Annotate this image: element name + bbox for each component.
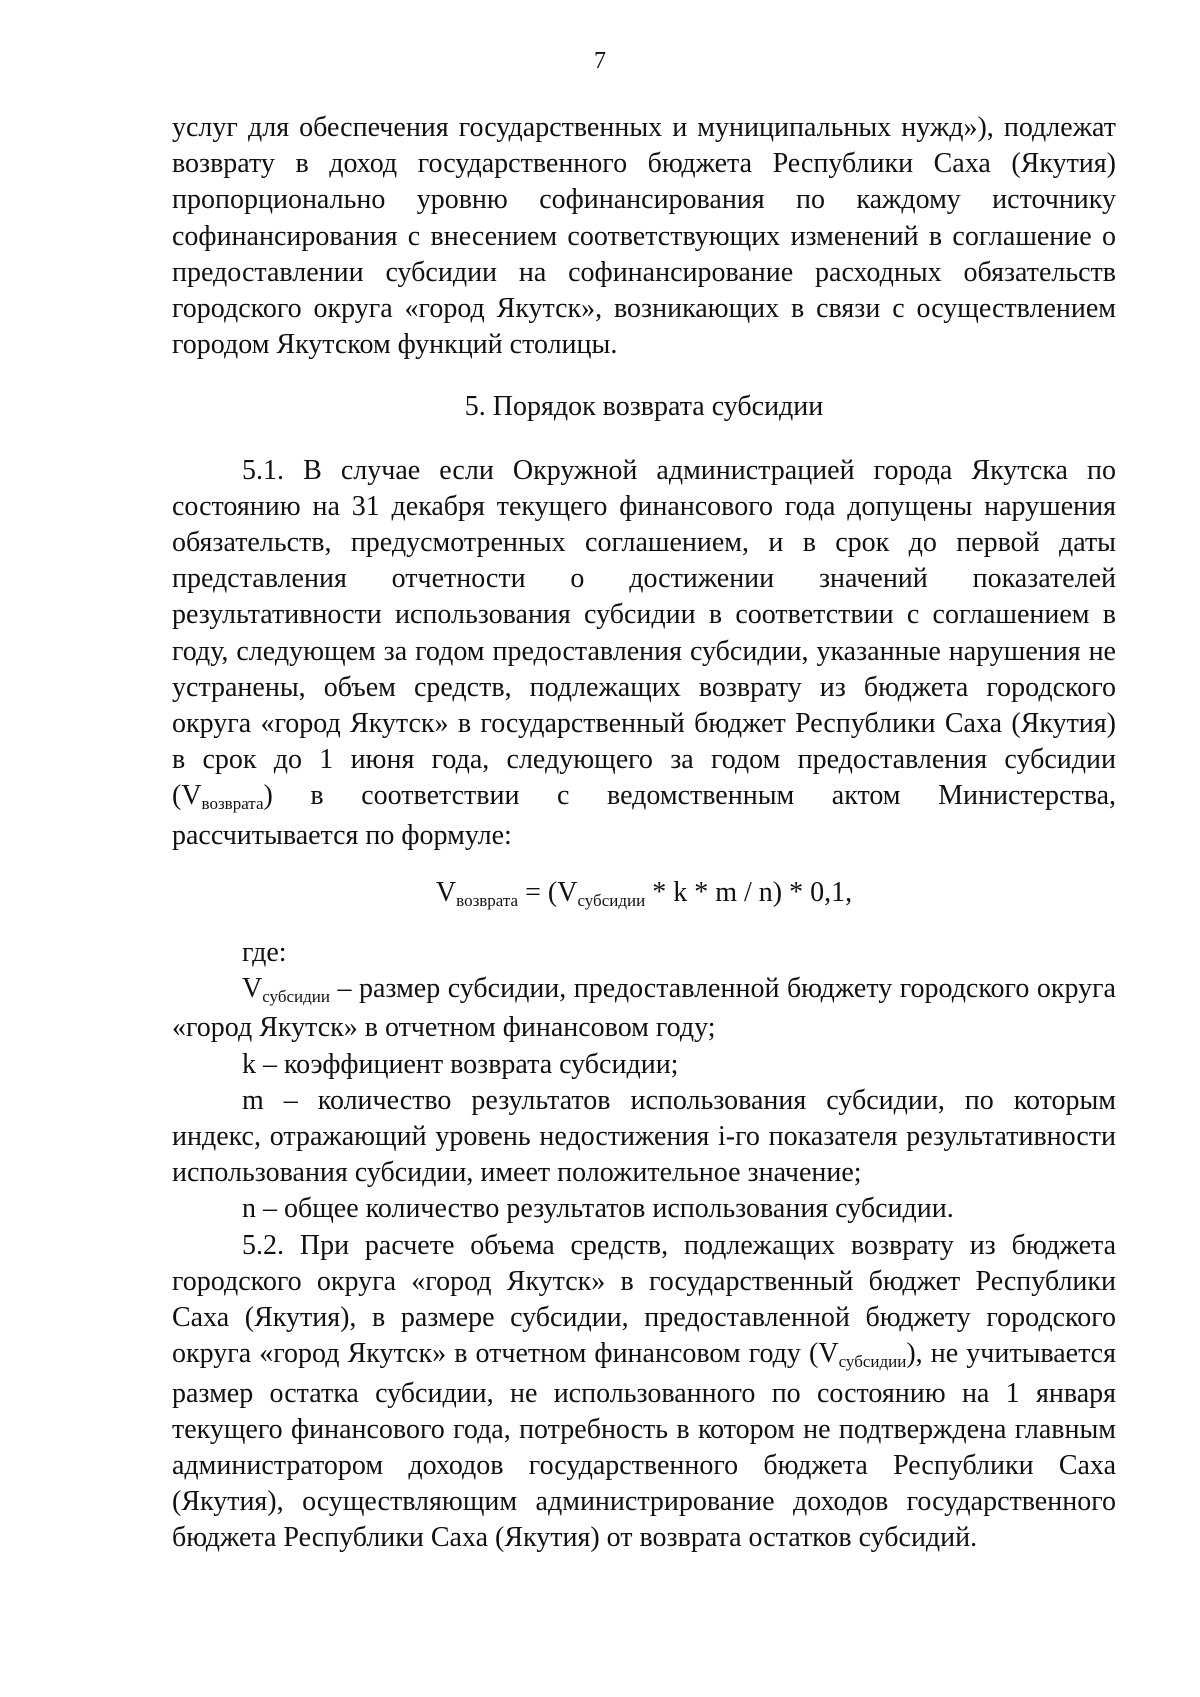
- formula: [172, 875, 1116, 914]
- def-v: V: [242, 973, 263, 1005]
- formula-tail: * k * m / n) * 0,1,: [645, 876, 853, 908]
- formula-sub-subsidii: субсидии: [577, 890, 646, 910]
- paragraph-5-1-text-b: ) в соответствии с ведомственным актом Министерства, рассчитывается по формуле:: [172, 780, 1116, 851]
- definition-n: n – общее количество результатов использования субсидии.: [242, 1193, 954, 1225]
- formula-v1: V: [435, 876, 457, 908]
- page-number: 7: [594, 48, 606, 74]
- paragraph-intro: услуг для обеспечения государственных и муниципальных нужд»), подлежат возврату в доход государственного бюджета Республики Саха (Якутия) пропорционально уровню софинансирования по каждому источнику софинансирования с внесением соответствующих изменений в соглашение о предоставлении субсидии на софинансирование расходных обязательств городского округа «город Якутск», возникающих в связи с осуществлением городом Якутском функций столицы.: [172, 112, 1116, 361]
- subscript-subsidii: субсидии: [838, 1352, 907, 1372]
- definition-v-subsidii: [172, 971, 1116, 1046]
- definition-k: k – коэффициент возврата субсидии;: [242, 1048, 679, 1080]
- def-sub-subsidii: субсидии: [262, 987, 330, 1007]
- formula-mid: = (V: [518, 876, 578, 908]
- formula-sub-vozvrata: возврата: [456, 890, 519, 910]
- paragraph-5-2: [172, 1228, 1116, 1557]
- where-label: где:: [242, 937, 287, 969]
- paragraph-5-2-text-b: ), не учитывается размер остатка субсидии, не использованного по состоянию на 1 января текущего финансового года, потребность в котором не подтверждена главным администратором доходов государственного бюджета Республики Саха (Якутия), осуществляющим администрирование доходов государственного бюджета Республики Саха (Якутия) от возврата остатков субсидий.: [172, 1338, 1116, 1554]
- document-body: [172, 110, 1116, 1557]
- def-v-text: – размер субсидии, предоставленной бюджету городского округа «город Якутск» в отчетном финансовом году;: [172, 973, 1116, 1044]
- paragraph-5-2-text-a: 5.2. При расчете объема средств, подлежащих возврату из бюджета городского округа «город Якутск» в государственный бюджет Республики Саха (Якутия), в размере субсидии, предоставленной бюджету городского округа «город Якутск» в отчетном финансовом году (V: [172, 1229, 1116, 1370]
- paragraph-5-1: [172, 453, 1116, 854]
- paragraph-5-1-text-a: 5.1. В случае если Окружной администрацией города Якутска по состоянию на 31 декабря текущего финансового года допущены нарушения обязательств, предусмотренных соглашением, и в срок до первой даты представления отчетности о достижении значений показателей результативности использования субсидии в соответствии с соглашением в году, следующем за годом предоставления субсидии, указанные нарушения не устранены, объем средств, подлежащих возврату из бюджета городского округа «город Якутск» в государственный бюджет Республики Саха (Якутия) в срок до 1 июня года, следующего за годом предоставления субсидии (V: [172, 454, 1116, 812]
- subscript-vozvrata: возврата: [201, 794, 264, 814]
- definition-m: m – количество результатов использования субсидии, по которым индекс, отражающий уровень недостижения i-го показателя результативности использования субсидии, имеет положительное значение;: [172, 1084, 1116, 1189]
- section-heading: 5. Порядок возврата субсидии: [464, 391, 824, 423]
